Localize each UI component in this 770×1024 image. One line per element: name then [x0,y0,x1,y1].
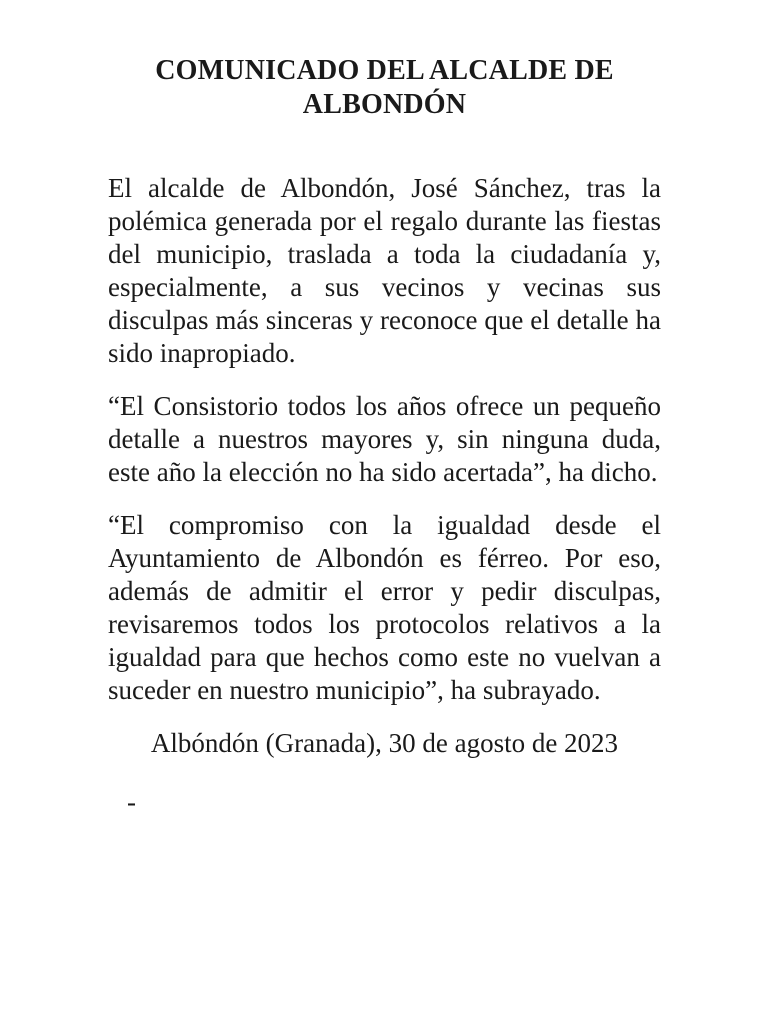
trailing-dash: - [127,787,136,817]
paragraph-apology: El alcalde de Albondón, José Sánchez, tras la polémica generada por el regalo durante las fiestas del municipio, traslada a toda la ciudadanía y, especialmente, a sus vecinos y vecinas sus disculpas más sinceras y reconoce que el detalle ha sido inapropiado. [108,173,661,368]
paragraph-quote-consistorio: “El Consistorio todos los años ofrece un pequeño detalle a nuestros mayores y, sin ninguna duda, este año la elección no ha sido acertada”, ha dicho. [108,391,661,487]
document-content [108,0,661,819]
document-title [108,54,661,122]
date-line: Albóndón (Granada), 30 de agosto de 2023 [150,728,619,758]
title-line-1: COMUNICADO DEL ALCALDE DE [155,55,614,86]
paragraph-quote-compromiso: “El compromiso con la igualdad desde el Ayuntamiento de Albondón es férreo. Por eso, además de admitir el error y pedir disculpas, revisaremos todos los protocolos relativos a la igualdad para que hechos como este no vuelvan a suceder en nuestro municipio”, ha subrayado. [108,510,661,705]
title-line-2: ALBONDÓN [302,89,467,120]
